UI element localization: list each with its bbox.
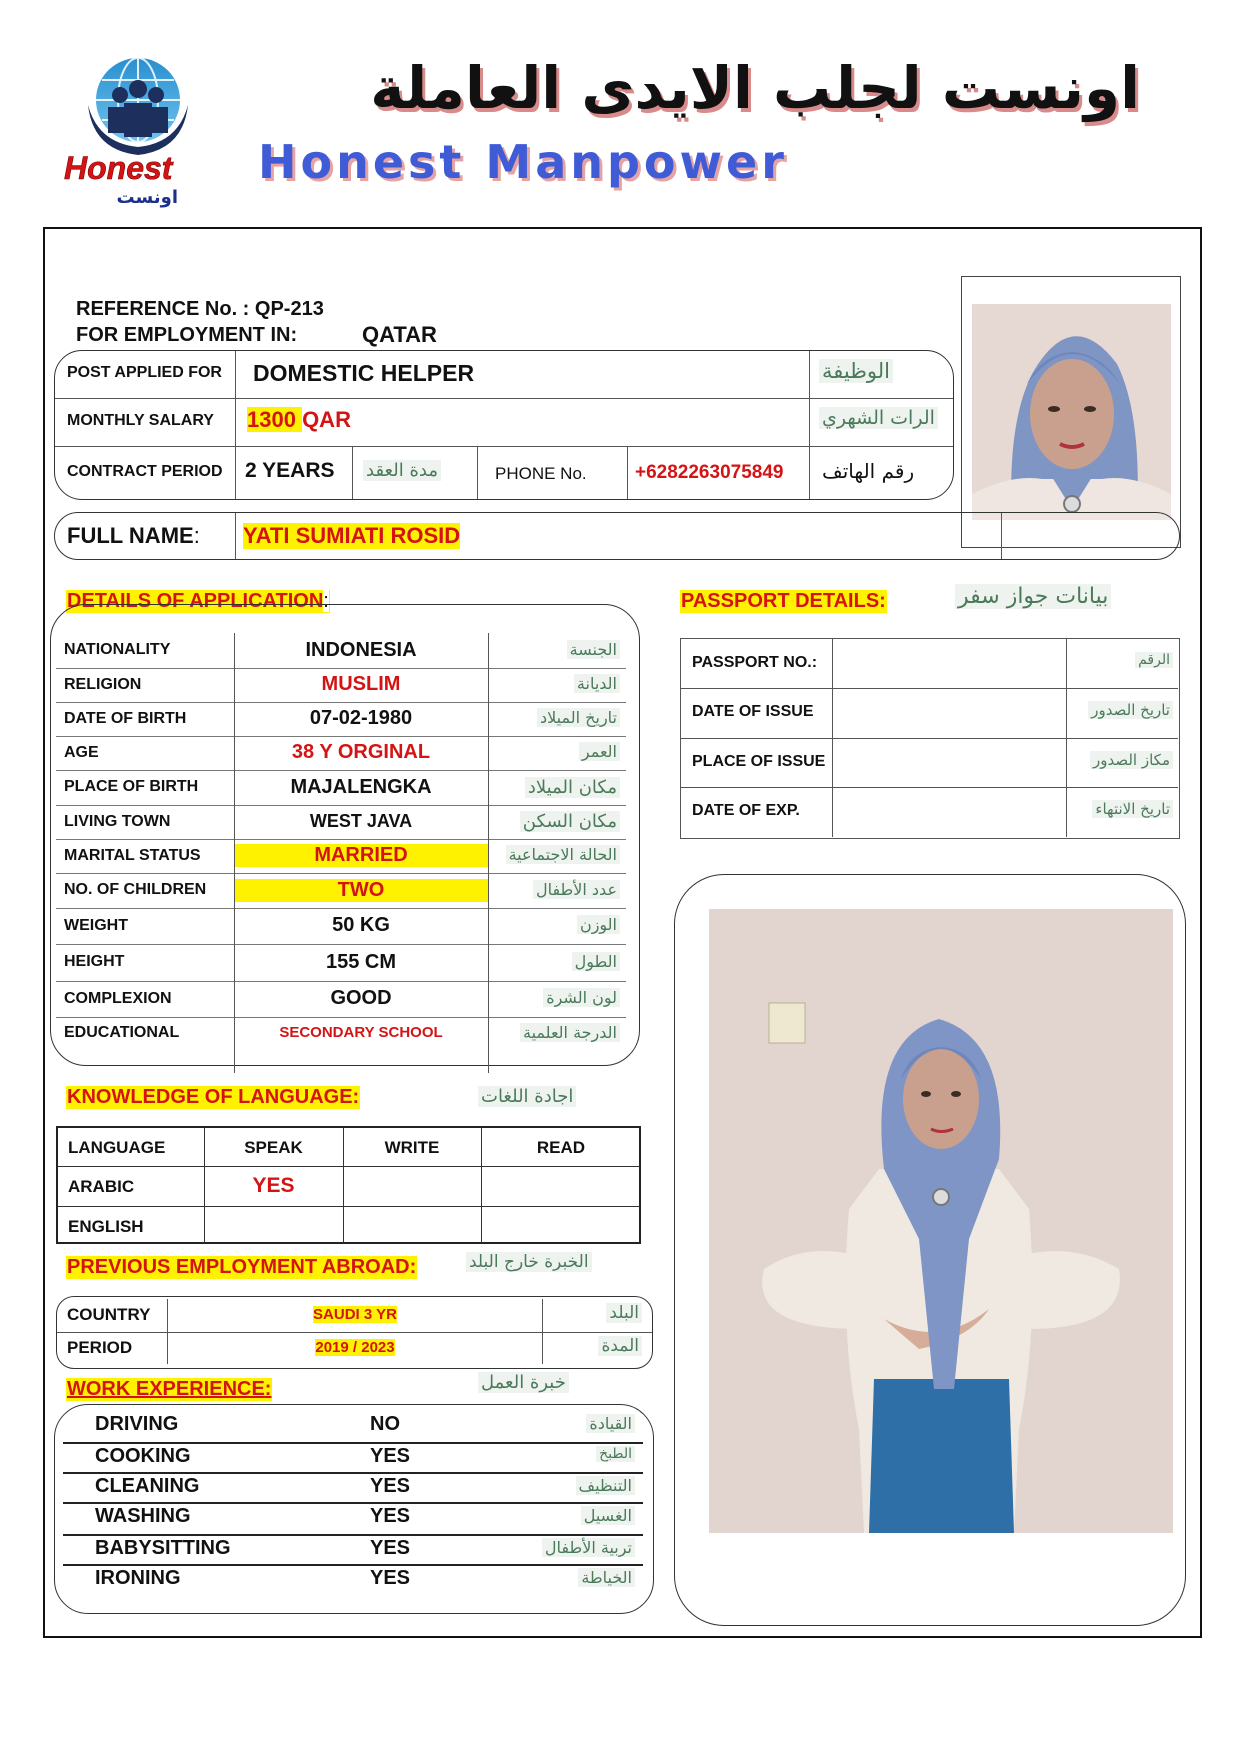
work-skill-label: CLEANING [95,1475,200,1497]
details-row [56,873,626,908]
divider [63,1502,643,1504]
logo-text: Honest [64,150,173,186]
details-value: 38 Y ORGINAL [291,741,431,763]
monthly-salary-label: MONTHLY SALARY [67,412,214,429]
phone-arabic: رقم الهاتف [822,459,915,483]
divider [55,398,953,399]
details-arabic-label: مكان الميلاد [525,777,620,798]
details-value: SECONDARY SCHOOL [279,1024,443,1041]
divider [681,787,1178,788]
post-applied-arabic: الوظيفة [819,359,893,383]
passport-section-title: PASSPORT DETAILS: [681,590,886,612]
divider [1066,639,1067,837]
divider [56,944,626,945]
reference-number: REFERENCE No. : QP-213 [76,298,324,320]
divider [627,446,628,499]
details-value: 155 CM [325,950,397,973]
details-label: WEIGHT [64,916,128,934]
details-row [56,668,626,702]
previous-employment-label: COUNTRY [67,1305,151,1324]
work-skill-arabic: تربية الأطفال [542,1538,635,1557]
details-title-text: DETAILS OF APPLICATION [67,590,324,612]
divider [681,688,1178,689]
logo-arabic-text: اونست [116,187,178,208]
details-label: NO. OF CHILDREN [64,881,207,898]
divider [56,736,626,737]
language-table [56,1126,641,1244]
passport-arabic-label: مكاز الصدور [1090,751,1173,769]
divider [56,702,626,703]
previous-employment-value-text: SAUDI 3 YR [313,1306,397,1323]
details-value: INDONESIA [305,638,417,661]
passport-arabic-label: الرقم [1135,652,1173,668]
divider [235,513,236,559]
portrait-photo-icon [972,304,1171,520]
divider [57,1332,652,1333]
details-arabic-label: عدد الأطفال [533,880,620,899]
full-body-photo-icon [709,909,1173,1533]
divider [56,873,626,874]
work-skill-value: YES [370,1537,411,1559]
company-arabic-title: اونست لجلب الايدى العاملة [370,54,1140,122]
work-experience-title: WORK EXPERIENCE: [67,1378,272,1400]
details-value: MUSLIM [321,673,401,695]
full-name-colon: : [193,523,200,548]
work-skill-arabic: الغسيل [581,1506,635,1525]
details-value: 07-02-1980 [309,707,413,729]
employment-country-label: FOR EMPLOYMENT IN: [76,324,298,346]
passport-arabic-label: تاريخ الانتهاء [1092,800,1173,818]
details-value: GOOD [330,987,392,1009]
divider [63,1442,643,1444]
divider [63,1564,643,1566]
divider [56,981,626,982]
previous-employment-arabic: الخبرة خارج البلد [466,1252,592,1272]
passport-label: DATE OF ISSUE [692,703,814,720]
divider [681,738,1178,739]
language-name: ENGLISH [68,1217,144,1236]
monthly-salary-arabic: الرات الشهري [819,407,938,429]
work-skill-label: BABYSITTING [95,1537,231,1559]
details-value: MAJALENGKA [290,775,432,798]
details-value: TWO [234,879,488,902]
work-skill-value: YES [370,1567,411,1589]
details-row [56,839,626,873]
contract-period-value: 2 YEARS [245,459,335,482]
details-label: LIVING TOWN [64,812,171,830]
previous-employment-arabic: البلد [606,1303,642,1323]
phone-value: +6282263075849 [635,462,784,483]
language-header-language: LANGUAGE [68,1138,166,1157]
divider [56,1017,626,1018]
divider [235,351,236,499]
details-label: AGE [64,743,99,761]
divider [56,839,626,840]
full-name-box [54,512,1180,560]
divider [58,1206,640,1207]
phone-label: PHONE No. [495,464,587,483]
divider [234,633,235,1073]
divider [56,908,626,909]
details-arabic-label: لون الشرة [543,988,620,1007]
details-row [56,1017,626,1050]
employment-country-value: QATAR [362,322,437,347]
monthly-salary-value [247,407,351,433]
language-name: ARABIC [68,1177,135,1196]
details-arabic-label: الوزن [577,915,620,934]
details-arabic-label: الديانة [574,674,620,693]
company-logo [58,55,228,208]
details-row [56,770,626,805]
details-arabic-label: تاريخ الميلاد [537,708,620,727]
work-skill-label: COOKING [95,1445,191,1467]
work-skill-arabic: الخياطة [578,1568,635,1587]
previous-employment-label: PERIOD [67,1338,133,1357]
details-label: EDUCATIONAL [64,1024,180,1041]
job-info-box [54,350,954,500]
full-name-label [67,523,200,549]
details-row [56,908,626,944]
language-section-title: KNOWLEDGE OF LANGUAGE: [67,1086,360,1108]
language-header-speak: SPEAK [244,1138,303,1157]
previous-employment-value [169,1306,541,1323]
divider [56,770,626,771]
language-speak-value: YES [252,1174,295,1197]
details-value: MARRIED [234,844,488,867]
contract-period-arabic: مدة العقد [363,460,441,481]
divider [55,446,953,447]
divider [542,1299,543,1364]
details-row [56,981,626,1017]
divider [809,351,810,499]
details-label: NATIONALITY [64,641,171,658]
previous-employment-arabic: المدة [598,1336,642,1356]
details-label: DATE OF BIRTH [64,709,187,727]
details-arabic-label: الدرجة العلمية [520,1023,620,1042]
divider [56,805,626,806]
post-applied-label: POST APPLIED FOR [67,364,222,381]
divider [832,639,833,837]
divider [352,446,353,499]
divider [63,1534,643,1536]
salary-amount: 1300 [247,407,303,432]
work-skill-value: YES [370,1445,411,1467]
details-title-colon: : [323,590,329,612]
work-experience-box [54,1404,654,1614]
previous-employment-value-text: 2019 / 2023 [315,1339,395,1356]
details-arabic-label: مكان السكن [520,811,620,832]
language-section-arabic: اجادة اللغات [478,1086,576,1107]
full-body-photo [709,909,1173,1533]
work-skill-value: YES [370,1505,411,1527]
details-row [56,702,626,736]
work-experience-arabic: خبرة العمل [478,1372,569,1393]
globe-hands-logo-icon [58,55,228,208]
work-skill-label: WASHING [95,1505,191,1527]
work-skill-value: NO [370,1413,400,1435]
details-row [56,633,626,668]
passport-arabic-label: تاريخ الصدور [1088,701,1173,719]
details-value: WEST JAVA [309,811,413,831]
full-name-label-text: FULL NAME [67,523,194,548]
details-value: 50 KG [332,914,390,936]
passport-label: PASSPORT NO.: [692,654,818,671]
passport-label: PLACE OF ISSUE [692,753,826,770]
details-arabic-label: الطول [572,952,620,971]
passport-section-arabic: بيانات جواز سفر [955,584,1111,609]
work-skill-arabic: القيادة [586,1414,635,1433]
divider [58,1166,640,1167]
passport-photo [972,304,1171,520]
work-skill-label: DRIVING [95,1413,179,1435]
work-skill-value: YES [370,1475,411,1497]
divider [63,1472,643,1474]
details-arabic-label: الجنسة [567,640,620,659]
details-label: PLACE OF BIRTH [64,778,199,795]
language-header-write: WRITE [384,1138,440,1157]
details-arabic-label: الحالة الاجتماعية [506,845,620,864]
previous-employment-box [56,1296,653,1369]
passport-table [680,638,1180,839]
post-applied-value: DOMESTIC HELPER [253,360,475,386]
details-label: RELIGION [64,675,142,693]
details-label: COMPLEXION [64,989,172,1007]
details-arabic-label: العمر [579,742,620,761]
divider [1001,513,1002,559]
details-row [56,944,626,981]
divider [488,633,489,1073]
divider [56,668,626,669]
full-name-value: YATI SUMIATI ROSID [243,523,461,548]
company-english-title: Honest Manpower [258,135,788,189]
work-skill-arabic: التنظيف [576,1476,636,1495]
divider [477,446,478,499]
details-label: MARITAL STATUS [64,846,201,864]
passport-label: DATE OF EXP. [692,802,800,819]
salary-currency: QAR [302,407,351,432]
language-header-read: READ [536,1138,586,1157]
details-row [56,805,626,839]
details-label: HEIGHT [64,953,125,970]
previous-employment-title: PREVIOUS EMPLOYMENT ABROAD: [67,1256,417,1278]
divider [167,1299,168,1364]
details-row [56,736,626,770]
work-skill-label: IRONING [95,1567,181,1589]
previous-employment-value [169,1339,541,1356]
contract-period-label: CONTRACT PERIOD [67,463,223,480]
work-skill-arabic: الطبخ [596,1446,635,1462]
